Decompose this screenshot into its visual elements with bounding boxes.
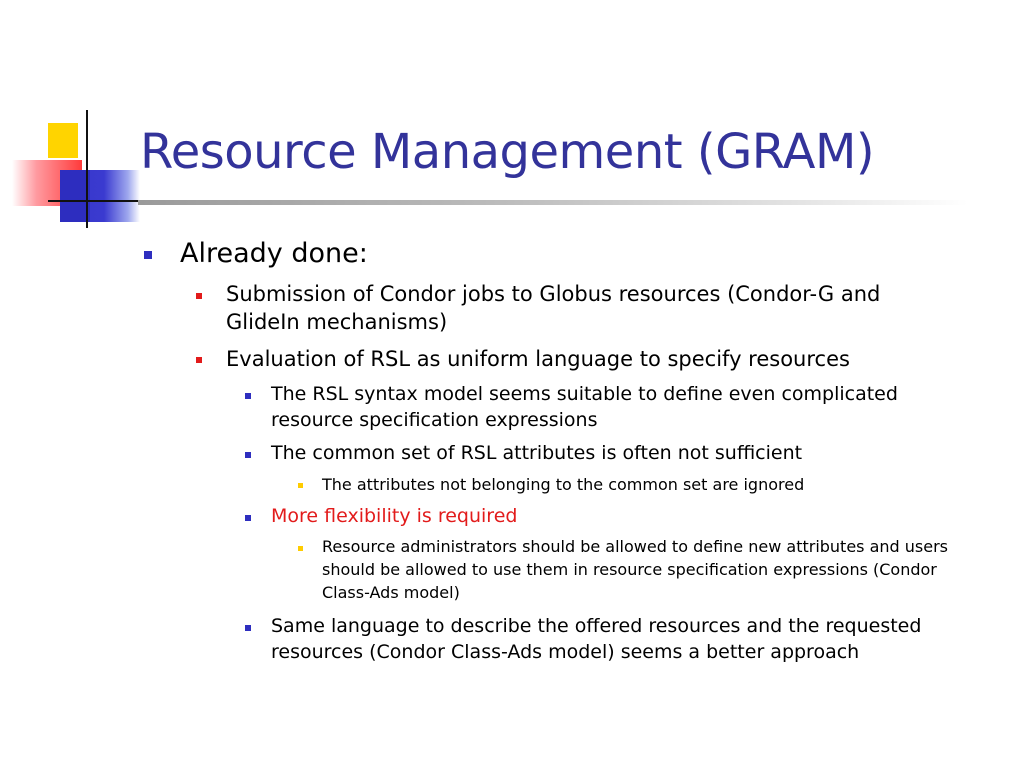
list-item: The common set of RSL attributes is often not sufficient <box>271 442 803 464</box>
slide-title: Resource Management (GRAM) <box>140 124 875 180</box>
list-item: The RSL syntax model seems suitable to define even complicated resource specification expressions <box>271 383 898 431</box>
list-item: Submission of Condor jobs to Globus resources (Condor-G and GlideIn mechanisms) <box>226 282 881 334</box>
square-bullet-icon <box>245 393 251 399</box>
square-bullet-icon <box>245 515 251 521</box>
square-bullet-icon <box>245 625 251 631</box>
square-bullet-icon <box>196 357 202 363</box>
list-item: Evaluation of RSL as uniform language to specify resources <box>226 347 850 371</box>
square-bullet-icon <box>298 546 303 551</box>
square-bullet-icon <box>196 293 202 299</box>
square-bullet-icon <box>298 483 303 488</box>
list-item: Already done: <box>180 238 368 269</box>
square-bullet-icon <box>245 452 251 458</box>
list-item-highlight: More flexibility is required <box>271 505 518 527</box>
list-item: Same language to describe the offered resources and the requested resources (Condor Class-Ads model) seems a better approach <box>271 615 922 663</box>
list-item: The attributes not belonging to the common set are ignored <box>322 475 805 494</box>
square-bullet-icon <box>144 251 152 259</box>
list-item: Resource administrators should be allowed to define new attributes and users should be allowed to use them in resource specification expressions (Condor Class-Ads model) <box>322 537 949 602</box>
